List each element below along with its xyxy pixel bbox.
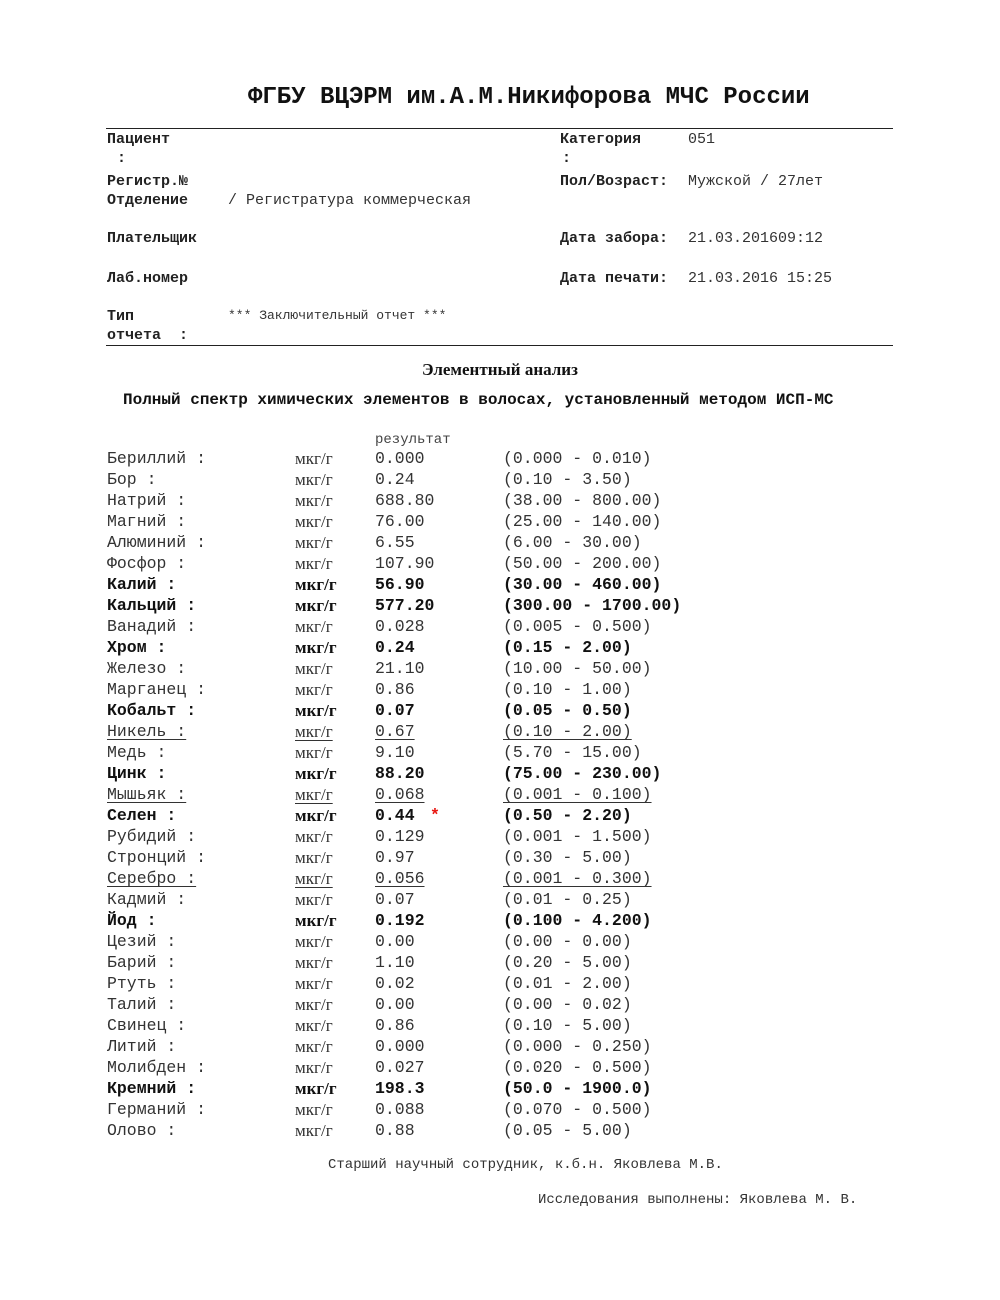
element-name: Магний : bbox=[107, 512, 187, 531]
element-name: Германий : bbox=[107, 1100, 207, 1119]
reference-range: (0.001 - 0.100) bbox=[503, 785, 652, 804]
result-row bbox=[0, 995, 1000, 1016]
reference-range: (300.00 - 1700.00) bbox=[503, 596, 682, 615]
result-value: 0.056 bbox=[375, 869, 425, 888]
header-top-divider bbox=[106, 128, 893, 129]
element-name: Железо : bbox=[107, 659, 187, 678]
unit: мкг/г bbox=[295, 827, 333, 846]
patient-label: Пациент bbox=[107, 131, 171, 148]
element-name: Селен : bbox=[107, 806, 177, 825]
result-value: 0.07 bbox=[375, 701, 415, 720]
result-row bbox=[0, 575, 1000, 596]
unit: мкг/г bbox=[295, 764, 337, 783]
result-row bbox=[0, 1016, 1000, 1037]
element-name: Молибден : bbox=[107, 1058, 207, 1077]
element-name: Натрий : bbox=[107, 491, 187, 510]
result-value: 0.86 bbox=[375, 1016, 415, 1035]
element-name: Кремний : bbox=[107, 1079, 197, 1098]
unit: мкг/г bbox=[295, 1100, 333, 1119]
unit: мкг/г bbox=[295, 1016, 333, 1035]
reference-range: (0.000 - 0.010) bbox=[503, 449, 652, 468]
reference-range: (0.020 - 0.500) bbox=[503, 1058, 652, 1077]
result-value: 0.027 bbox=[375, 1058, 425, 1077]
reference-range: (0.05 - 0.50) bbox=[503, 701, 632, 720]
reference-range: (0.070 - 0.500) bbox=[503, 1100, 652, 1119]
reference-range: (0.05 - 5.00) bbox=[503, 1121, 632, 1140]
unit: мкг/г bbox=[295, 1037, 333, 1056]
result-value: 88.20 bbox=[375, 764, 425, 783]
registr-label: Регистр.№ bbox=[107, 173, 189, 190]
reference-range: (0.01 - 2.00) bbox=[503, 974, 632, 993]
unit: мкг/г bbox=[295, 722, 333, 741]
sex-age-label: Пол/Возраст: bbox=[560, 173, 669, 190]
result-row bbox=[0, 554, 1000, 575]
result-value: 1.10 bbox=[375, 953, 415, 972]
unit: мкг/г bbox=[295, 932, 333, 951]
element-name: Свинец : bbox=[107, 1016, 187, 1035]
report-title: ФГБУ ВЦЭРМ им.А.М.Никифорова МЧС России bbox=[248, 84, 810, 111]
result-value: 107.90 bbox=[375, 554, 435, 573]
element-name: Фосфор : bbox=[107, 554, 187, 573]
element-name: Барий : bbox=[107, 953, 177, 972]
reference-range: (0.15 - 2.00) bbox=[503, 638, 632, 657]
reference-range: (6.00 - 30.00) bbox=[503, 533, 642, 552]
category-label: Категория bbox=[560, 131, 642, 148]
unit: мкг/г bbox=[295, 1058, 333, 1077]
result-row bbox=[0, 932, 1000, 953]
result-value: 76.00 bbox=[375, 512, 425, 531]
category-value: 051 bbox=[688, 131, 716, 148]
unit: мкг/г bbox=[295, 995, 333, 1014]
reference-range: (38.00 - 800.00) bbox=[503, 491, 662, 510]
element-name: Цинк : bbox=[107, 764, 167, 783]
element-name: Ванадий : bbox=[107, 617, 197, 636]
unit: мкг/г bbox=[295, 596, 337, 615]
section-title: Элементный анализ bbox=[422, 360, 578, 379]
result-value: 577.20 bbox=[375, 596, 435, 615]
reference-range: (0.000 - 0.250) bbox=[503, 1037, 652, 1056]
report-type-label-cont: отчета : bbox=[107, 327, 189, 344]
result-value: 0.24 bbox=[375, 470, 415, 489]
result-row bbox=[0, 680, 1000, 701]
collection-date-value: 21.03.201609:12 bbox=[688, 230, 824, 247]
unit: мкг/г bbox=[295, 1079, 337, 1098]
result-value: 0.192 bbox=[375, 911, 425, 930]
result-value: 0.00 bbox=[375, 995, 415, 1014]
result-value: 0.44 bbox=[375, 806, 415, 825]
unit: мкг/г bbox=[295, 512, 333, 531]
element-name: Талий : bbox=[107, 995, 177, 1014]
reference-range: (0.10 - 5.00) bbox=[503, 1016, 632, 1035]
unit: мкг/г bbox=[295, 785, 333, 804]
result-row bbox=[0, 890, 1000, 911]
department-value: / Регистратура коммерческая bbox=[228, 192, 472, 209]
unit: мкг/г bbox=[295, 575, 337, 594]
reference-range: (30.00 - 460.00) bbox=[503, 575, 662, 594]
result-value: 0.068 bbox=[375, 785, 425, 804]
element-name: Кальций : bbox=[107, 596, 197, 615]
result-row bbox=[0, 764, 1000, 785]
reference-range: (75.00 - 230.00) bbox=[503, 764, 662, 783]
print-date-value: 21.03.2016 15:25 bbox=[688, 270, 833, 287]
unit: мкг/г bbox=[295, 617, 333, 636]
element-name: Литий : bbox=[107, 1037, 177, 1056]
unit: мкг/г bbox=[295, 974, 333, 993]
report-type-label: Тип bbox=[107, 308, 135, 325]
header-bottom-divider bbox=[106, 345, 893, 346]
report-type-value: *** Заключительный отчет *** bbox=[228, 308, 447, 323]
lab-number-label: Лаб.номер bbox=[107, 270, 189, 287]
unit: мкг/г bbox=[295, 449, 333, 468]
element-name: Кобальт : bbox=[107, 701, 197, 720]
result-value: 6.55 bbox=[375, 533, 415, 552]
reference-range: (10.00 - 50.00) bbox=[503, 659, 652, 678]
reference-range: (0.10 - 3.50) bbox=[503, 470, 632, 489]
reference-range: (0.01 - 0.25) bbox=[503, 890, 632, 909]
reference-range: (0.20 - 5.00) bbox=[503, 953, 632, 972]
result-value: 21.10 bbox=[375, 659, 425, 678]
result-value: 0.86 bbox=[375, 680, 415, 699]
element-name: Кадмий : bbox=[107, 890, 187, 909]
unit: мкг/г bbox=[295, 491, 333, 510]
element-name: Серебро : bbox=[107, 869, 197, 888]
performed-by-line: Исследования выполнены: Яковлева М. В. bbox=[538, 1192, 858, 1208]
reference-range: (50.0 - 1900.0) bbox=[503, 1079, 652, 1098]
result-value: 0.000 bbox=[375, 1037, 425, 1056]
unit: мкг/г bbox=[295, 848, 333, 867]
unit: мкг/г bbox=[295, 638, 337, 657]
unit: мкг/г bbox=[295, 743, 333, 762]
element-name: Хром : bbox=[107, 638, 167, 657]
unit: мкг/г bbox=[295, 890, 333, 909]
result-row bbox=[0, 701, 1000, 722]
result-value: 0.028 bbox=[375, 617, 425, 636]
reference-range: (25.00 - 140.00) bbox=[503, 512, 662, 531]
analysis-subtitle: Полный спектр химических элементов в волосах, установленный методом ИСП-МС bbox=[123, 391, 834, 409]
department-label: Отделение bbox=[107, 192, 189, 209]
element-name: Никель : bbox=[107, 722, 187, 741]
result-row bbox=[0, 722, 1000, 743]
unit: мкг/г bbox=[295, 869, 333, 888]
reference-range: (0.00 - 0.00) bbox=[503, 932, 632, 951]
unit: мкг/г bbox=[295, 701, 337, 720]
payer-label: Плательщик bbox=[107, 230, 198, 247]
signature-line: Старший научный сотрудник, к.б.н. Яковлева М.В. bbox=[328, 1157, 723, 1173]
result-row bbox=[0, 869, 1000, 890]
result-value: 0.07 bbox=[375, 890, 415, 909]
unit: мкг/г bbox=[295, 659, 333, 678]
result-value: 0.97 bbox=[375, 848, 415, 867]
result-row bbox=[0, 1037, 1000, 1058]
result-column-header: результат bbox=[375, 432, 451, 448]
result-row bbox=[0, 806, 1000, 827]
unit: мкг/г bbox=[295, 953, 333, 972]
reference-range: (0.50 - 2.20) bbox=[503, 806, 632, 825]
reference-range: (0.001 - 1.500) bbox=[503, 827, 652, 846]
result-row bbox=[0, 1058, 1000, 1079]
result-row bbox=[0, 470, 1000, 491]
out-of-range-flag: * bbox=[430, 806, 440, 825]
element-name: Рубидий : bbox=[107, 827, 197, 846]
element-name: Мышьяк : bbox=[107, 785, 187, 804]
result-value: 0.88 bbox=[375, 1121, 415, 1140]
element-name: Стронций : bbox=[107, 848, 207, 867]
reference-range: (0.005 - 0.500) bbox=[503, 617, 652, 636]
result-row bbox=[0, 512, 1000, 533]
result-row bbox=[0, 617, 1000, 638]
result-row bbox=[0, 1121, 1000, 1142]
result-row bbox=[0, 911, 1000, 932]
sex-age-value: Мужской / 27лет bbox=[688, 173, 824, 190]
element-name: Медь : bbox=[107, 743, 167, 762]
result-row bbox=[0, 974, 1000, 995]
result-row bbox=[0, 638, 1000, 659]
patient-colon: : bbox=[117, 150, 127, 167]
unit: мкг/г bbox=[295, 470, 333, 489]
result-value: 0.67 bbox=[375, 722, 415, 741]
element-name: Цезий : bbox=[107, 932, 177, 951]
element-name: Калий : bbox=[107, 575, 177, 594]
element-name: Ртуть : bbox=[107, 974, 177, 993]
result-value: 56.90 bbox=[375, 575, 425, 594]
result-value: 0.088 bbox=[375, 1100, 425, 1119]
reference-range: (0.100 - 4.200) bbox=[503, 911, 652, 930]
category-colon: : bbox=[562, 150, 572, 167]
result-value: 688.80 bbox=[375, 491, 435, 510]
result-row bbox=[0, 533, 1000, 554]
reference-range: (50.00 - 200.00) bbox=[503, 554, 662, 573]
result-row bbox=[0, 1079, 1000, 1100]
result-value: 9.10 bbox=[375, 743, 415, 762]
unit: мкг/г bbox=[295, 554, 333, 573]
result-row bbox=[0, 659, 1000, 680]
result-row bbox=[0, 1100, 1000, 1121]
result-row bbox=[0, 953, 1000, 974]
result-row bbox=[0, 491, 1000, 512]
unit: мкг/г bbox=[295, 533, 333, 552]
result-value: 0.24 bbox=[375, 638, 415, 657]
result-value: 0.000 bbox=[375, 449, 425, 468]
result-value: 0.02 bbox=[375, 974, 415, 993]
result-row bbox=[0, 743, 1000, 764]
result-row bbox=[0, 827, 1000, 848]
reference-range: (0.30 - 5.00) bbox=[503, 848, 632, 867]
collection-date-label: Дата забора: bbox=[560, 230, 669, 247]
unit: мкг/г bbox=[295, 911, 337, 930]
result-row bbox=[0, 449, 1000, 470]
result-value: 0.129 bbox=[375, 827, 425, 846]
result-row bbox=[0, 596, 1000, 617]
element-name: Алюминий : bbox=[107, 533, 207, 552]
result-row bbox=[0, 848, 1000, 869]
unit: мкг/г bbox=[295, 806, 337, 825]
element-name: Марганец : bbox=[107, 680, 207, 699]
result-value: 198.3 bbox=[375, 1079, 425, 1098]
element-name: Бор : bbox=[107, 470, 157, 489]
element-name: Бериллий : bbox=[107, 449, 207, 468]
results-table bbox=[0, 449, 1000, 1142]
element-name: Олово : bbox=[107, 1121, 177, 1140]
element-name: Йод : bbox=[107, 911, 157, 930]
result-value: 0.00 bbox=[375, 932, 415, 951]
reference-range: (0.00 - 0.02) bbox=[503, 995, 632, 1014]
result-row bbox=[0, 785, 1000, 806]
unit: мкг/г bbox=[295, 1121, 333, 1140]
reference-range: (0.10 - 1.00) bbox=[503, 680, 632, 699]
reference-range: (0.10 - 2.00) bbox=[503, 722, 632, 741]
reference-range: (5.70 - 15.00) bbox=[503, 743, 642, 762]
reference-range: (0.001 - 0.300) bbox=[503, 869, 652, 888]
unit: мкг/г bbox=[295, 680, 333, 699]
print-date-label: Дата печати: bbox=[560, 270, 669, 287]
